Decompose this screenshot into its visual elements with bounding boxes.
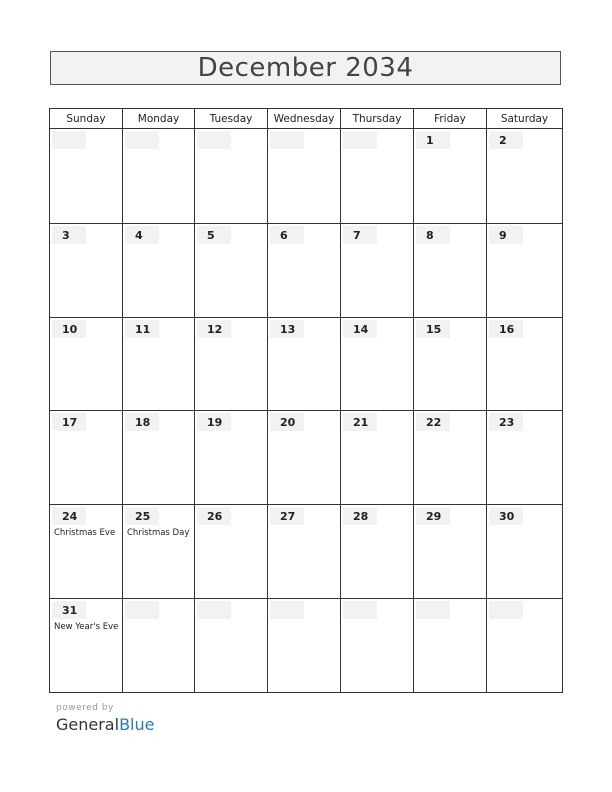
day-number: 24 bbox=[52, 507, 86, 525]
day-cell[interactable] bbox=[487, 505, 562, 598]
day-cell[interactable] bbox=[487, 224, 562, 317]
brand-blue: Blue bbox=[119, 715, 155, 734]
day-cell[interactable] bbox=[268, 224, 341, 317]
day-number bbox=[125, 131, 159, 149]
day-number: 15 bbox=[416, 320, 450, 338]
week-row bbox=[50, 129, 562, 224]
day-number: 12 bbox=[197, 320, 231, 338]
day-cell[interactable] bbox=[268, 129, 341, 223]
day-cell[interactable] bbox=[414, 129, 487, 223]
weekday-thursday: Thursday bbox=[341, 109, 414, 128]
page-title: December 2034 bbox=[197, 53, 414, 83]
day-cell[interactable] bbox=[268, 318, 341, 410]
weekday-tuesday: Tuesday bbox=[195, 109, 268, 128]
day-cell[interactable] bbox=[487, 411, 562, 504]
powered-by-label: powered by bbox=[56, 703, 114, 713]
day-number: 25 bbox=[125, 507, 159, 525]
day-number bbox=[52, 131, 86, 149]
day-cell[interactable] bbox=[414, 318, 487, 410]
day-cell[interactable] bbox=[414, 411, 487, 504]
day-cell[interactable] bbox=[341, 318, 414, 410]
day-cell[interactable] bbox=[50, 599, 123, 692]
day-cell[interactable] bbox=[123, 224, 195, 317]
footer bbox=[56, 703, 154, 734]
day-cell[interactable] bbox=[341, 411, 414, 504]
day-cell[interactable] bbox=[341, 129, 414, 223]
day-cell[interactable] bbox=[487, 318, 562, 410]
day-number: 20 bbox=[270, 413, 304, 431]
day-number: 11 bbox=[125, 320, 159, 338]
day-number: 5 bbox=[197, 226, 231, 244]
weekday-sunday: Sunday bbox=[50, 109, 123, 128]
day-cell[interactable] bbox=[414, 599, 487, 692]
day-number: 31 bbox=[52, 601, 86, 619]
week-row bbox=[50, 599, 562, 692]
day-number bbox=[270, 601, 304, 619]
day-cell[interactable] bbox=[123, 505, 195, 598]
day-cell[interactable] bbox=[341, 224, 414, 317]
day-number: 21 bbox=[343, 413, 377, 431]
day-cell[interactable] bbox=[123, 411, 195, 504]
weekday-friday: Friday bbox=[414, 109, 487, 128]
brand-general: General bbox=[56, 715, 120, 734]
day-number bbox=[343, 601, 377, 619]
day-cell[interactable] bbox=[123, 599, 195, 692]
day-cell[interactable] bbox=[195, 224, 268, 317]
holiday-label: New Year's Eve bbox=[54, 622, 119, 632]
week-row bbox=[50, 318, 562, 411]
day-number bbox=[270, 131, 304, 149]
day-number: 23 bbox=[489, 413, 523, 431]
day-cell[interactable] bbox=[195, 411, 268, 504]
day-number: 16 bbox=[489, 320, 523, 338]
holiday-label: Christmas Eve bbox=[54, 528, 116, 538]
weekday-saturday: Saturday bbox=[500, 112, 549, 125]
day-cell[interactable] bbox=[195, 599, 268, 692]
day-cell[interactable] bbox=[195, 318, 268, 410]
day-cell[interactable] bbox=[268, 411, 341, 504]
holiday-label: Christmas Day bbox=[127, 528, 190, 538]
day-number bbox=[416, 601, 450, 619]
day-number: 1 bbox=[416, 131, 450, 149]
day-number: 7 bbox=[343, 226, 377, 244]
day-number: 17 bbox=[52, 413, 86, 431]
day-cell[interactable] bbox=[341, 505, 414, 598]
day-number bbox=[197, 131, 231, 149]
day-number: 14 bbox=[343, 320, 377, 338]
day-cell[interactable] bbox=[50, 224, 123, 317]
day-number: 27 bbox=[270, 507, 304, 525]
day-cell[interactable] bbox=[50, 505, 123, 598]
day-number: 19 bbox=[197, 413, 231, 431]
day-number: 3 bbox=[52, 226, 86, 244]
day-number: 2 bbox=[489, 131, 523, 149]
day-number: 18 bbox=[125, 413, 159, 431]
week-row bbox=[50, 411, 562, 505]
day-number: 13 bbox=[270, 320, 304, 338]
day-cell[interactable] bbox=[268, 505, 341, 598]
day-number: 6 bbox=[270, 226, 304, 244]
calendar-grid bbox=[49, 108, 563, 693]
day-number: 26 bbox=[197, 507, 231, 525]
day-cell[interactable] bbox=[50, 129, 123, 223]
day-cell[interactable] bbox=[487, 129, 562, 223]
day-cell[interactable] bbox=[268, 599, 341, 692]
day-number bbox=[197, 601, 231, 619]
day-cell[interactable] bbox=[50, 411, 123, 504]
day-number: 8 bbox=[416, 226, 450, 244]
day-cell[interactable] bbox=[487, 599, 562, 692]
day-cell[interactable] bbox=[50, 318, 123, 410]
day-number: 4 bbox=[125, 226, 159, 244]
day-number bbox=[343, 131, 377, 149]
day-number: 28 bbox=[343, 507, 377, 525]
day-cell[interactable] bbox=[414, 224, 487, 317]
brand-logo[interactable] bbox=[56, 715, 154, 734]
day-number: 9 bbox=[489, 226, 523, 244]
day-number: 30 bbox=[489, 507, 523, 525]
day-number: 22 bbox=[416, 413, 450, 431]
week-row bbox=[50, 505, 562, 599]
day-number bbox=[125, 601, 159, 619]
weekday-monday: Monday bbox=[123, 109, 195, 128]
day-cell[interactable] bbox=[123, 129, 195, 223]
day-cell[interactable] bbox=[341, 599, 414, 692]
weekday-wednesday: Wednesday bbox=[268, 109, 341, 128]
day-cell[interactable] bbox=[195, 505, 268, 598]
day-number bbox=[489, 601, 523, 619]
title-banner bbox=[50, 51, 561, 85]
day-cell[interactable] bbox=[123, 318, 195, 410]
day-number: 29 bbox=[416, 507, 450, 525]
week-row bbox=[50, 224, 562, 318]
day-cell[interactable] bbox=[414, 505, 487, 598]
day-cell[interactable] bbox=[195, 129, 268, 223]
weekday-header-row bbox=[50, 109, 562, 129]
day-number: 10 bbox=[52, 320, 86, 338]
